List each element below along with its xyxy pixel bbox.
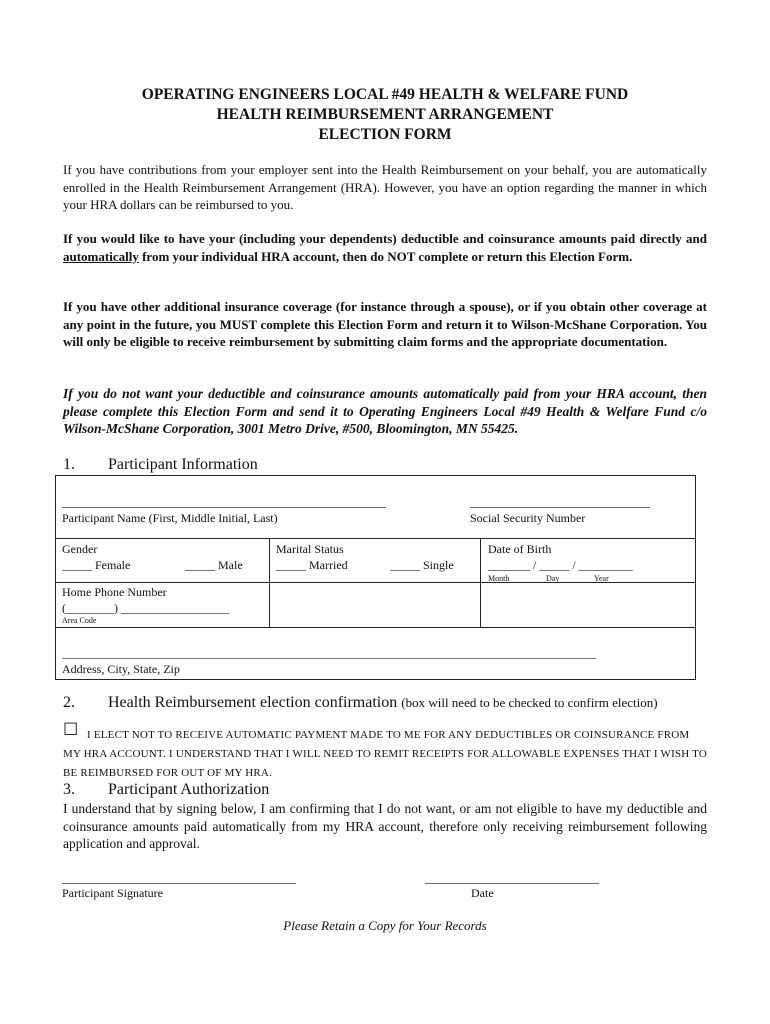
area-code-label: Area Code [62, 616, 97, 625]
form-title-line1: OPERATING ENGINEERS LOCAL #49 HEALTH & WELFARE FUND [141, 86, 629, 103]
phone-field[interactable]: (________) __________________ [62, 601, 229, 615]
form-title-line2: HEALTH REIMBURSEMENT ARRANGEMENT [216, 106, 554, 123]
retain-copy-note: Please Retain a Copy for Your Records [283, 918, 487, 933]
single-option[interactable]: _____ Single [390, 558, 454, 572]
section3-title: Participant Authorization [108, 781, 270, 798]
section3-authorization-text: I understand that by signing below, I am confirming that I do not want, or am not eligible to have my deductible and coinsurance amounts paid automatically from my HRA account, therefore only receiving reimbursement following application and approval. [63, 801, 707, 851]
ssn-field[interactable]: ______________________________ [470, 495, 650, 509]
section2-election-text: I ELECT NOT TO RECEIVE AUTOMATIC PAYMENT MADE TO ME FOR ANY DEDUCTIBLES OR COINSURANCE FROM MY HRA ACCOUNT. I UNDERSTAND THAT I WILL NEED TO REMIT RECEIPTS FOR ALLOWABLE EXPENSES THAT I WISH TO BE REIMBURSED FOR OUT OF MY HRA. [63, 729, 708, 779]
intro-paragraph-1: If you have contributions from your employer sent into the Health Reimbursement on your behalf, you are automatically enrolled in the Health Reimbursement Arrangement (HRA). However, you have an option regarding the manner in which your HRA dollars can be reimbursed to you. [63, 162, 707, 212]
marital-status-label: Marital Status [276, 542, 344, 556]
dob-field[interactable]: _______ / _____ / _________ [488, 558, 633, 572]
signature-label: Participant Signature [62, 886, 163, 900]
ssn-label: Social Security Number [470, 511, 586, 525]
section2-number: 2. [63, 694, 75, 711]
dob-day-label: Day [546, 574, 560, 583]
address-field[interactable]: _________________________________________________________________________________________ [62, 646, 596, 660]
dob-year-label: Year [594, 574, 609, 583]
form-title-line3: ELECTION FORM [318, 126, 452, 143]
section3-number: 3. [63, 781, 75, 798]
table-divider [269, 538, 270, 627]
married-option[interactable]: _____ Married [276, 558, 348, 572]
table-divider [55, 627, 695, 628]
section2-heading: Health Reimbursement election confirmation (box will need to be checked to confirm election) [108, 694, 658, 711]
phone-label: Home Phone Number [62, 585, 167, 599]
date-field[interactable]: _____________________________ [425, 871, 599, 885]
table-divider [55, 538, 695, 539]
elect-not-checkbox[interactable]: ☐ [63, 720, 79, 739]
date-label: Date [471, 886, 494, 900]
signature-field[interactable]: _______________________________________ [62, 871, 296, 885]
intro-paragraph-3: If you have other additional insurance coverage (for instance through a spouse), or if you obtain other coverage at any point in the future, you MUST complete this Election Form and return it to Wilson-McShane Corporation. You will only be eligible to receive reimbursement by submitting claim forms and the appropriate documentation. [63, 299, 707, 349]
section1-number: 1. [63, 456, 75, 473]
dob-month-label: Month [488, 574, 510, 583]
dob-label: Date of Birth [488, 542, 552, 556]
female-option[interactable]: _____ Female [62, 558, 131, 572]
gender-label: Gender [62, 542, 98, 556]
intro-paragraph-2: If you would like to have your (including your dependents) deductible and coinsurance amounts paid directly and automatically from your individual HRA account, then do NOT complete or return this Election Form. [63, 231, 707, 264]
participant-name-label: Participant Name (First, Middle Initial, Last) [62, 511, 278, 525]
table-divider [480, 538, 481, 627]
participant-name-field[interactable]: ______________________________________________________ [62, 495, 386, 509]
intro-paragraph-4: If you do not want your deductible and coinsurance amounts automatically paid from your HRA account, then please complete this Election Form and send it to Operating Engineers Local #49 Health & Welfare Fund c/o Wilson-McShane Corporation, 3001 Metro Drive, #500, Bloomington, MN 55425. [63, 386, 707, 436]
male-option[interactable]: _____ Male [185, 558, 243, 572]
address-label: Address, City, State, Zip [62, 662, 180, 676]
section1-title: Participant Information [108, 456, 258, 473]
